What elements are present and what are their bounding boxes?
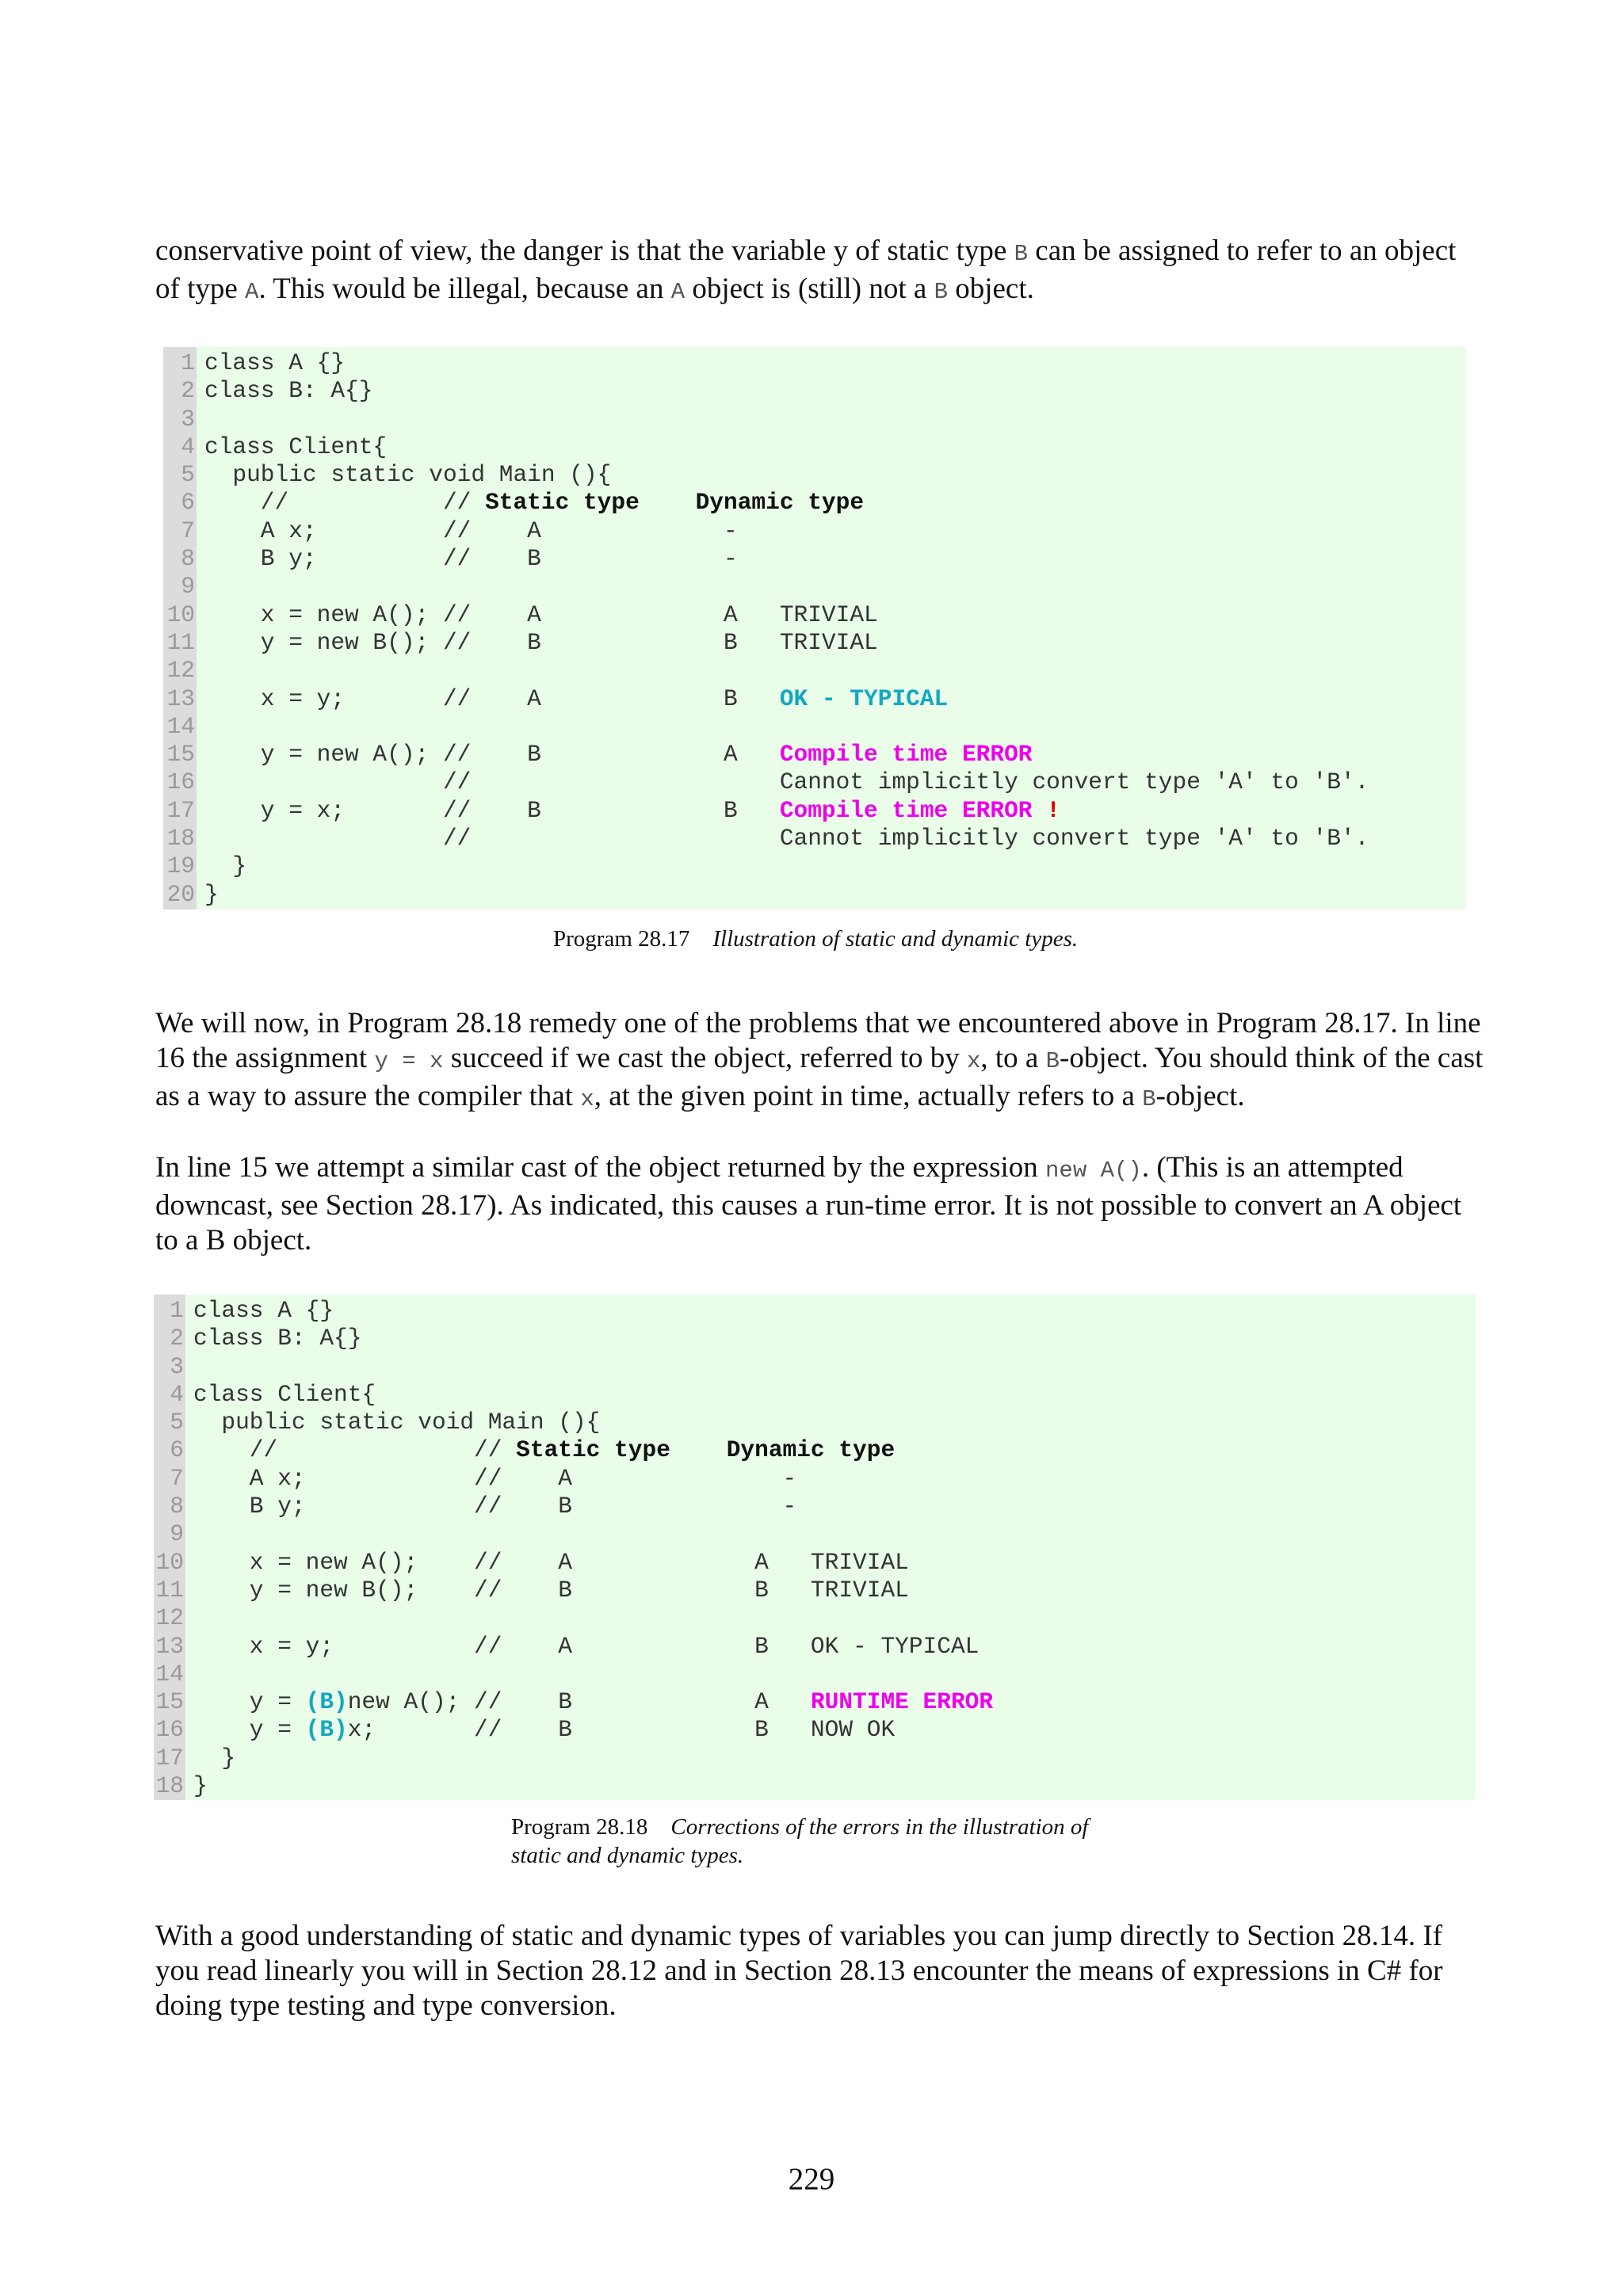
code-token: class A {}	[193, 1297, 334, 1324]
line-number: 18	[155, 1772, 184, 1800]
paragraph-conclusion: With a good understanding of static and dynamic types of variables you can jump directly to Section 28.14. If you read linearly you will in Section 28.12 and in Section 28.13 encounter the means of expressions in C# for doing type testing and type conversion.	[155, 1920, 1443, 2022]
code-token: x = y; // A B	[204, 685, 780, 712]
code-token: // //	[204, 489, 486, 517]
code-token: Compile time ERROR	[779, 796, 1033, 824]
line-number: 7	[181, 517, 195, 544]
code-token: Dynamic type	[726, 1436, 896, 1464]
code-token: public static void Main (){	[193, 1409, 601, 1436]
line-number: 9	[181, 573, 195, 601]
code-token: // //	[193, 1436, 517, 1464]
line-number: 4	[181, 433, 195, 460]
code-token: y = x; // B B	[204, 796, 780, 824]
line-number: 15	[166, 741, 195, 769]
code-token: class B: A{}	[204, 377, 373, 405]
paragraph-remedy: We will now, in Program 28.18 remedy one of the problems that we encountered above in Program 28.17. In line 16 the assignment y = x succeed if we cast the object, referred to by x, to a B-object. You should think of the cast as a way to assure the compiler that x, at the given point in time, actually refers to a B-object.	[155, 1007, 1484, 1112]
code-line	[193, 1436, 993, 1464]
code-token: A x; // A -	[193, 1464, 797, 1492]
code-line	[204, 601, 1369, 629]
code-token: Dynamic type	[695, 489, 865, 517]
code-token: // Cannot implicitly convert type 'A' to 'B'.	[204, 769, 1369, 796]
code-body	[204, 349, 1369, 909]
line-number: 5	[170, 1409, 184, 1436]
code-token: x = new A(); // A A TRIVIAL	[193, 1548, 909, 1576]
code-token: (B)	[305, 1716, 348, 1744]
line-number: 8	[170, 1493, 184, 1520]
line-number: 7	[170, 1464, 184, 1492]
code-line	[204, 769, 1369, 796]
code-line	[204, 349, 1369, 377]
code-line	[204, 797, 1369, 825]
line-number: 17	[155, 1744, 184, 1772]
code-token: y = new B(); // B B TRIVIAL	[204, 628, 878, 656]
code-line	[204, 517, 1369, 545]
code-token: class B: A{}	[193, 1325, 362, 1352]
line-number: 3	[170, 1352, 184, 1380]
line-number: 10	[166, 601, 195, 628]
code-line	[193, 1745, 993, 1772]
line-number: 2	[181, 377, 195, 405]
program-28-17-code-listing	[163, 347, 1466, 910]
line-number: 19	[166, 852, 195, 880]
line-number: 4	[170, 1380, 184, 1408]
code-line	[204, 545, 1369, 573]
code-token: }	[193, 1772, 208, 1800]
program-28-18-code-listing	[154, 1295, 1476, 1800]
code-token: B y; // B -	[193, 1493, 797, 1520]
code-token	[1032, 797, 1046, 824]
code-line	[193, 1604, 993, 1632]
line-number: 11	[166, 628, 195, 656]
line-number: 9	[170, 1520, 184, 1548]
code-line	[193, 1409, 993, 1436]
code-line	[193, 1520, 993, 1548]
line-number: 16	[166, 769, 195, 796]
paragraph-downcast: In line 15 we attempt a similar cast of the object returned by the expression new A(). (This is an attempted downcast, see Section 28.17). As indicated, this causes a run-time error. It is not possible to convert an A object to a B object.	[155, 1151, 1462, 1257]
line-number: 12	[166, 657, 195, 685]
code-token: y =	[193, 1716, 306, 1744]
code-token: !	[1046, 796, 1060, 824]
code-token: }	[204, 852, 247, 880]
code-token: y = new B(); // B B TRIVIAL	[193, 1576, 909, 1604]
line-number: 8	[181, 545, 195, 573]
line-number: 12	[155, 1604, 184, 1632]
line-number: 6	[170, 1436, 184, 1464]
code-line	[204, 489, 1369, 517]
line-number: 15	[155, 1688, 184, 1716]
code-line	[193, 1549, 993, 1577]
code-token	[670, 1436, 727, 1463]
code-token: y = new A(); // B A	[204, 741, 780, 769]
line-number: 1	[181, 349, 195, 376]
line-number: 20	[166, 880, 195, 908]
code-token: Static type	[485, 489, 640, 517]
line-number: 16	[155, 1716, 184, 1744]
line-number-gutter	[154, 1295, 185, 1800]
code-token: Compile time ERROR	[779, 741, 1033, 769]
line-number: 3	[181, 405, 195, 433]
code-line	[204, 629, 1369, 657]
code-line	[193, 1297, 993, 1325]
code-line	[204, 741, 1369, 769]
code-token: x = y; // A B OK - TYPICAL	[193, 1632, 980, 1660]
program-28-18-caption: Program 28.18 Corrections of the errors in the illustration of static and dynamic types.	[511, 1814, 1089, 1868]
code-line	[204, 852, 1369, 880]
line-number: 2	[170, 1325, 184, 1352]
code-token: x; // B B NOW OK	[347, 1716, 896, 1744]
line-number: 10	[155, 1548, 184, 1576]
intro-paragraph: conservative point of view, the danger is that the variable y of static type B can be assigned to refer to an object of type A. This would be illegal, because an A object is (still) not a B object.	[155, 235, 1457, 305]
code-token: Static type	[516, 1436, 670, 1464]
line-number: 17	[166, 796, 195, 824]
code-line	[193, 1493, 993, 1520]
line-number: 11	[155, 1576, 184, 1604]
line-number: 14	[166, 712, 195, 740]
code-line	[204, 573, 1369, 601]
code-body	[193, 1297, 993, 1800]
code-token: public static void Main (){	[204, 461, 612, 489]
code-token: OK - TYPICAL	[779, 685, 949, 712]
code-token	[640, 489, 696, 516]
line-number: 1	[170, 1297, 184, 1324]
code-token: class Client{	[193, 1380, 376, 1408]
code-line	[193, 1353, 993, 1381]
code-token: // Cannot implicitly convert type 'A' to 'B'.	[204, 825, 1369, 852]
code-line	[204, 881, 1369, 909]
code-token: x = new A(); // A A TRIVIAL	[204, 601, 878, 628]
code-token: RUNTIME ERROR	[810, 1688, 994, 1716]
code-line	[204, 433, 1369, 461]
code-line	[193, 1325, 993, 1352]
code-line	[193, 1465, 993, 1493]
code-token: }	[193, 1744, 236, 1772]
code-line	[204, 825, 1369, 852]
page-number: 229	[788, 2162, 835, 2196]
code-line	[204, 685, 1369, 713]
code-line	[204, 713, 1369, 741]
program-28-17-caption: Program 28.17 Illustration of static and dynamic types.	[553, 926, 1079, 952]
code-token: class A {}	[204, 349, 346, 376]
code-line	[193, 1577, 993, 1604]
code-token: new A(); // B A	[347, 1688, 811, 1716]
code-line	[193, 1772, 993, 1800]
code-token: B y; // B -	[204, 545, 738, 573]
line-number: 13	[155, 1632, 184, 1660]
line-number: 14	[155, 1660, 184, 1688]
line-number: 18	[166, 825, 195, 852]
code-token: A x; // A -	[204, 517, 738, 544]
code-line	[204, 461, 1369, 489]
code-token: class Client{	[204, 433, 388, 460]
code-line	[193, 1381, 993, 1409]
code-token: }	[204, 880, 219, 908]
line-number: 5	[181, 461, 195, 489]
code-token: y =	[193, 1688, 306, 1716]
code-line	[204, 657, 1369, 685]
code-line	[193, 1633, 993, 1661]
code-line	[204, 377, 1369, 405]
line-number: 13	[166, 685, 195, 712]
code-line	[193, 1716, 993, 1744]
line-number: 6	[181, 489, 195, 517]
code-line	[193, 1688, 993, 1716]
code-line	[204, 406, 1369, 433]
code-token: (B)	[305, 1688, 348, 1716]
code-line	[193, 1661, 993, 1688]
line-number-gutter	[163, 347, 197, 910]
